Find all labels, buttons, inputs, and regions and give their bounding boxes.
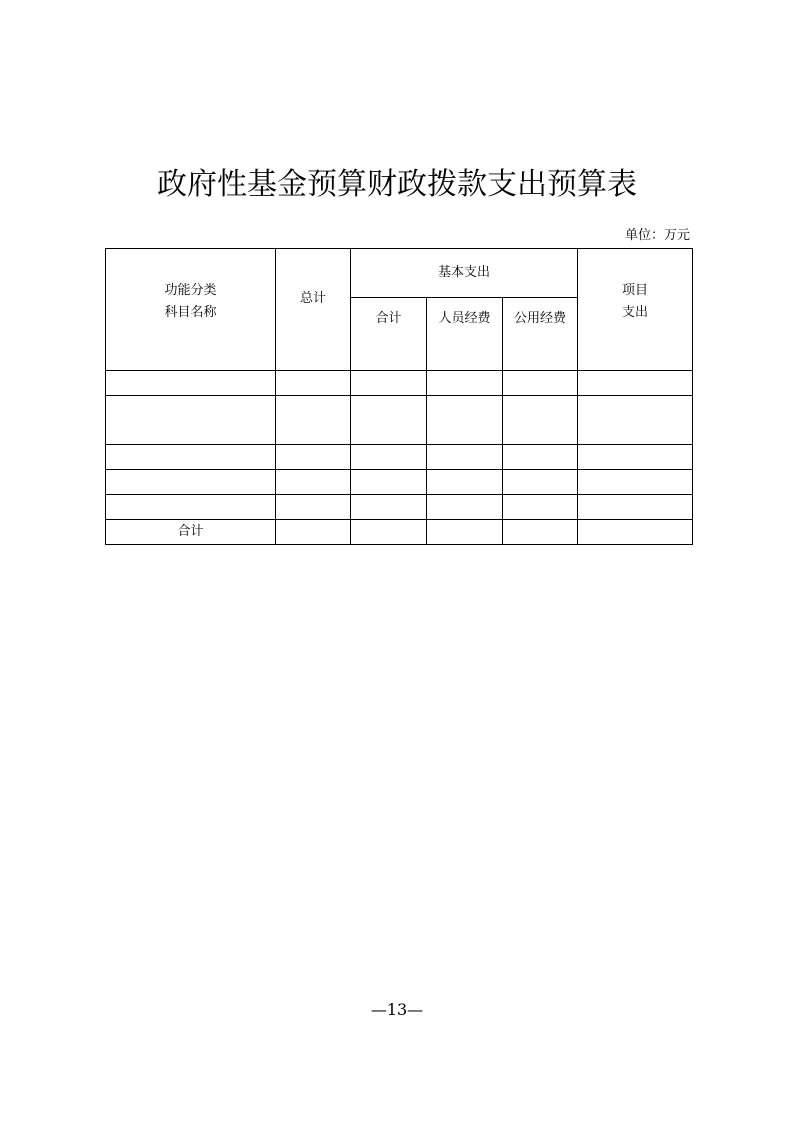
cell-project	[578, 495, 693, 520]
cell-basic-total	[351, 495, 427, 520]
header-project-line2: 支出	[621, 304, 648, 320]
cell-name	[106, 445, 276, 470]
cell-project	[578, 396, 693, 445]
header-category-line2: 科目名称	[164, 304, 217, 320]
sum-personnel	[427, 520, 503, 545]
table-row	[106, 445, 693, 470]
header-category	[106, 249, 276, 371]
cell-public	[503, 396, 578, 445]
header-row-top	[106, 249, 693, 298]
cell-basic-total	[351, 470, 427, 495]
header-total	[276, 249, 351, 371]
cell-total	[276, 371, 351, 396]
cell-public	[503, 445, 578, 470]
cell-personnel	[427, 495, 503, 520]
cell-personnel	[427, 371, 503, 396]
cell-public	[503, 470, 578, 495]
cell-basic-total	[351, 445, 427, 470]
table-row	[106, 371, 693, 396]
table-row	[106, 396, 693, 445]
table-row	[106, 470, 693, 495]
sum-basic-total	[351, 520, 427, 545]
table-row	[106, 495, 693, 520]
cell-basic-total	[351, 396, 427, 445]
cell-name	[106, 371, 276, 396]
page-number: —13—	[370, 1000, 424, 1019]
cell-total	[276, 445, 351, 470]
header-basic	[351, 249, 578, 298]
cell-project	[578, 445, 693, 470]
cell-name	[106, 470, 276, 495]
cell-personnel	[427, 470, 503, 495]
cell-total	[276, 470, 351, 495]
cell-public	[503, 495, 578, 520]
sum-label: 合计	[106, 520, 276, 545]
header-basic-label: 基本支出	[437, 265, 490, 280]
header-project-line1: 项目	[621, 282, 648, 298]
sum-project	[578, 520, 693, 545]
cell-project	[578, 470, 693, 495]
cell-name	[106, 495, 276, 520]
cell-name	[106, 396, 276, 445]
budget-table	[105, 248, 693, 545]
cell-basic-total	[351, 371, 427, 396]
cell-public	[503, 371, 578, 396]
header-basic-total: 合计	[351, 298, 427, 371]
cell-total	[276, 396, 351, 445]
sum-total	[276, 520, 351, 545]
cell-project	[578, 371, 693, 396]
cell-personnel	[427, 445, 503, 470]
page-title: 政府性基金预算财政拨款支出预算表	[157, 167, 637, 202]
header-category-line1: 功能分类	[164, 282, 217, 298]
header-project	[578, 249, 693, 371]
sum-public	[503, 520, 578, 545]
unit-label: 单位：万元	[624, 228, 690, 243]
cell-total	[276, 495, 351, 520]
sum-row	[106, 520, 693, 545]
header-public: 公用经费	[503, 298, 578, 371]
header-personnel: 人员经费	[427, 298, 503, 371]
header-total-label: 总计	[299, 290, 326, 306]
cell-personnel	[427, 396, 503, 445]
